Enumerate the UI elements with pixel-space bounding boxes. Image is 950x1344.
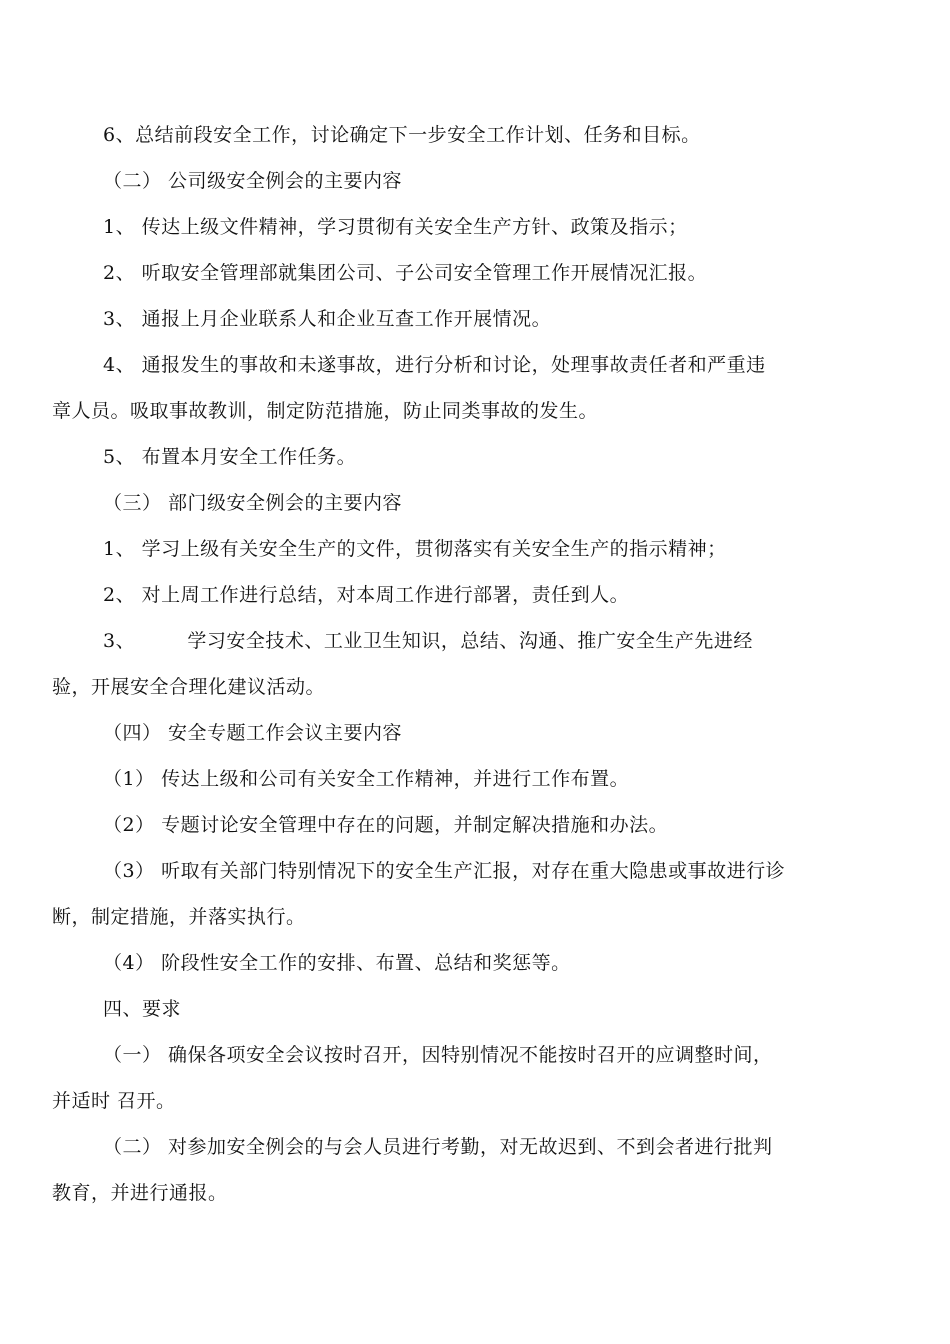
section-heading: 四、要求 <box>103 998 182 1020</box>
text-line: 6、总结前段安全工作，讨论确定下一步安全工作计划、任务和目标。 <box>103 124 701 146</box>
text-line: 3、 通报上月企业联系人和企业互查工作开展情况。 <box>103 308 552 330</box>
text-line: 2、 对上周工作进行总结，对本周工作进行部署，责任到人。 <box>103 584 630 606</box>
text-line: 并适时 召开。 <box>52 1090 176 1112</box>
section-heading: （四） 安全专题工作会议主要内容 <box>103 722 403 744</box>
text-line: 断，制定措施，并落实执行。 <box>52 906 306 928</box>
text-line: （3） 听取有关部门特别情况下的安全生产汇报，对存在重大隐患或事故进行诊 <box>103 860 786 882</box>
text-line: 3、 学习安全技术、工业卫生知识，总结、沟通、推广安全生产先进经 <box>103 630 753 652</box>
text-line: （一） 确保各项安全会议按时召开，因特别情况不能按时召开的应调整时间， <box>103 1044 773 1066</box>
section-heading: （二） 公司级安全例会的主要内容 <box>103 170 403 192</box>
text-line: （2） 专题讨论安全管理中存在的问题，并制定解决措施和办法。 <box>103 814 669 836</box>
text-line: 教育，并进行通报。 <box>52 1182 228 1204</box>
text-line: （1） 传达上级和公司有关安全工作精神，并进行工作布置。 <box>103 768 630 790</box>
text-line: （4） 阶段性安全工作的安排、布置、总结和奖惩等。 <box>103 952 571 974</box>
text-line: 2、 听取安全管理部就集团公司、子公司安全管理工作开展情况汇报。 <box>103 262 708 284</box>
text-line: 章人员。吸取事故教训，制定防范措施，防止同类事故的发生。 <box>52 400 599 422</box>
text-line: 1、 传达上级文件精神，学习贯彻有关安全生产方针、政策及指示； <box>103 216 688 238</box>
section-heading: （三） 部门级安全例会的主要内容 <box>103 492 403 514</box>
text-line: 5、 布置本月安全工作任务。 <box>103 446 357 468</box>
text-line: 1、 学习上级有关安全生产的文件，贯彻落实有关安全生产的指示精神； <box>103 538 727 560</box>
text-line: （二） 对参加安全例会的与会人员进行考勤，对无故迟到、不到会者进行批判 <box>103 1136 773 1158</box>
text-line: 4、 通报发生的事故和未遂事故，进行分析和讨论，处理事故责任者和严重违 <box>103 354 766 376</box>
text-line: 验，开展安全合理化建议活动。 <box>52 676 326 698</box>
